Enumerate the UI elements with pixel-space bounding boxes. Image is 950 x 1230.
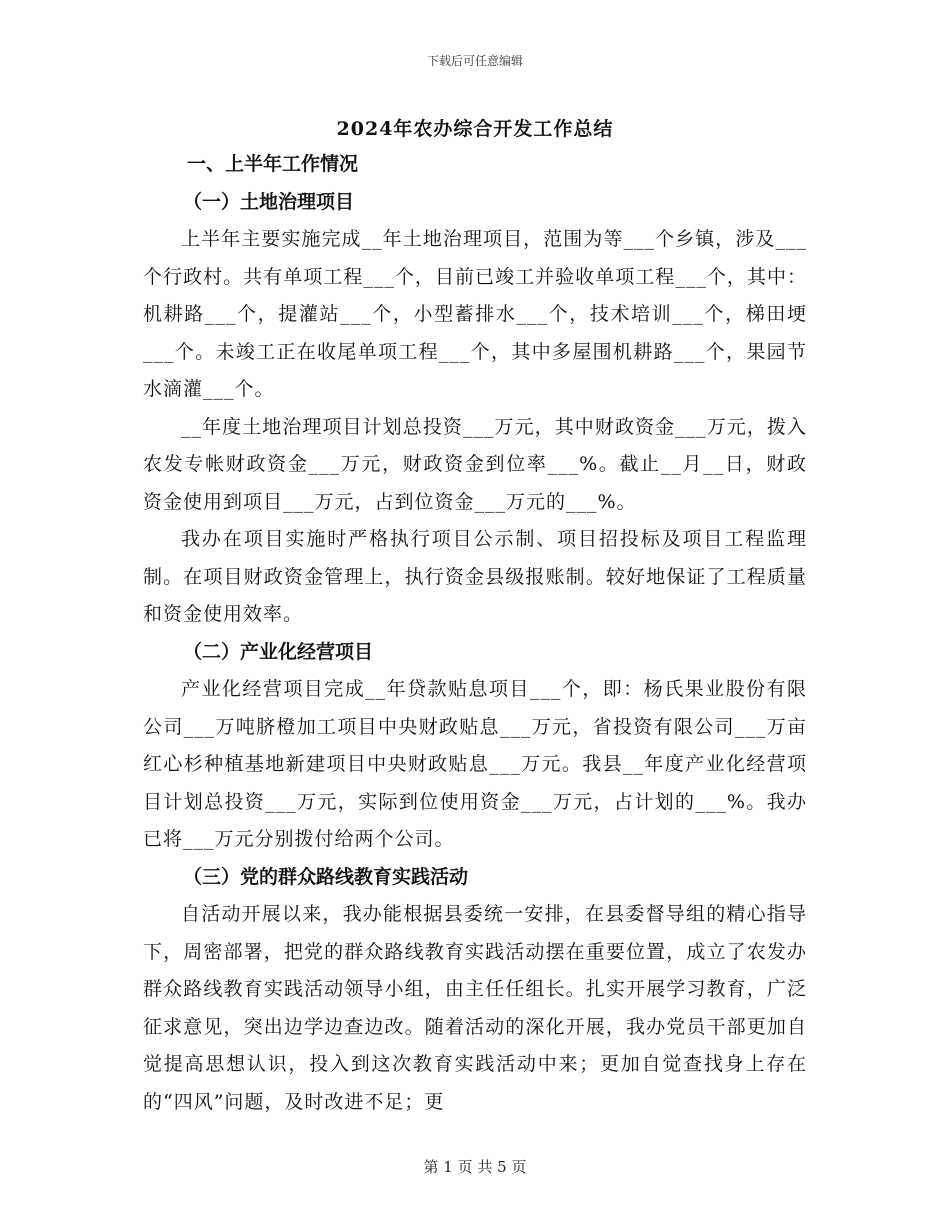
paragraph-industrial-1: 产业化经营项目完成__年贷款贴息项目___个，即：杨氏果业股份有限公司___万吨脐橙加工项目中央财政贴息___万元，省投资有限公司___万亩红心杉种植基地新建项目中央财政贴息___万元。我县__年度产业化经营项目计划总投资___万元，实际到位使用资金___万元，占计划的___%。我办已将___万元分别拨付给两个公司。	[143, 678, 807, 850]
section-heading-first-half: 一、上半年工作情况	[187, 153, 359, 175]
paragraph-land-2: __年度土地治理项目计划总投资___万元，其中财政资金___万元，拨入农发专帐财政资金___万元，财政资金到位率___%。截止__月__日，财政资金使用到项目___万元，占到位资金___万元的___%。	[143, 415, 807, 513]
subsection-heading-party-activity: （三）党的群众路线教育实践活动	[183, 865, 469, 888]
subsection-heading-industrial: （二）产业化经营项目	[183, 640, 374, 663]
document-body	[143, 146, 807, 1121]
page-footer-number: 第 1 页 共 5 页	[423, 1158, 527, 1176]
subsection-heading-land: （一）土地治理项目	[183, 190, 355, 213]
page-header-note: 下载后可任意编辑	[426, 54, 523, 68]
paragraph-land-3: 我办在项目实施时严格执行项目公示制、项目招投标及项目工程监理制。在项目财政资金管理上，执行资金县级报账制。较好地保证了工程质量和资金使用效率。	[143, 528, 807, 625]
paragraph-party-activity-1: 自活动开展以来，我办能根据县委统一安排，在县委督导组的精心指导下，周密部署，把党的群众路线教育实践活动摆在重要位置，成立了农发办群众路线教育实践活动领导小组，由主任任组长。扎实开展学习教育，广泛征求意见，突出边学边查边改。随着活动的深化开展，我办党员干部更加自觉提高思想认识，投入到这次教育实践活动中来；更加自觉查找身上存在的“四风”问题，及时改进不足；更	[143, 903, 807, 1113]
document-title: 2024年农办综合开发工作总结	[336, 118, 614, 140]
paragraph-land-1: 上半年主要实施完成__年土地治理项目，范围为等___个乡镇，涉及___个行政村。共有单项工程___个，目前已竣工并验收单项工程___个，其中：机耕路___个，提灌站___个，小型蓄排水___个，技术培训___个，梯田埂___个。未竣工正在收尾单项工程___个，其中多屋围机耕路___个，果园节水滴灌___个。	[143, 228, 807, 400]
